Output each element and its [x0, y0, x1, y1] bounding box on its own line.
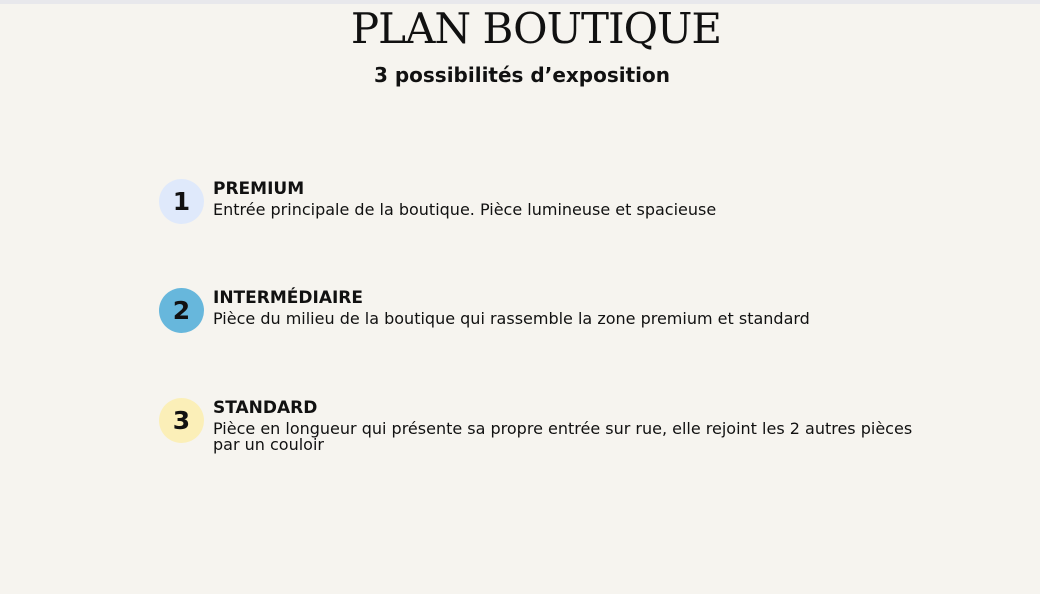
option-title-standard: STANDARD: [213, 398, 318, 418]
option-title-intermediaire: INTERMÉDIAIRE: [213, 288, 364, 308]
option-standard: [159, 398, 939, 468]
option-description-standard: Pièce en longueur qui présente sa propre entrée sur rue, elle rejoint les 2 autres pièces par un couloir: [213, 419, 913, 454]
option-number-badge-intermediaire: 2: [159, 288, 204, 333]
option-premium: [159, 179, 939, 249]
page-subtitle: 3 possibilités d’exposition: [373, 63, 671, 87]
page-title: PLAN BOUTIQUE: [350, 4, 722, 53]
option-number-badge-standard: 3: [159, 398, 204, 443]
option-title-premium: PREMIUM: [213, 179, 305, 199]
option-number-badge-premium: 1: [159, 179, 204, 224]
option-description-intermediaire: Pièce du milieu de la boutique qui rassemble la zone premium et standard: [213, 309, 810, 328]
option-description-premium: Entrée principale de la boutique. Pièce lumineuse et spacieuse: [213, 200, 717, 219]
option-intermediaire: [159, 288, 939, 358]
